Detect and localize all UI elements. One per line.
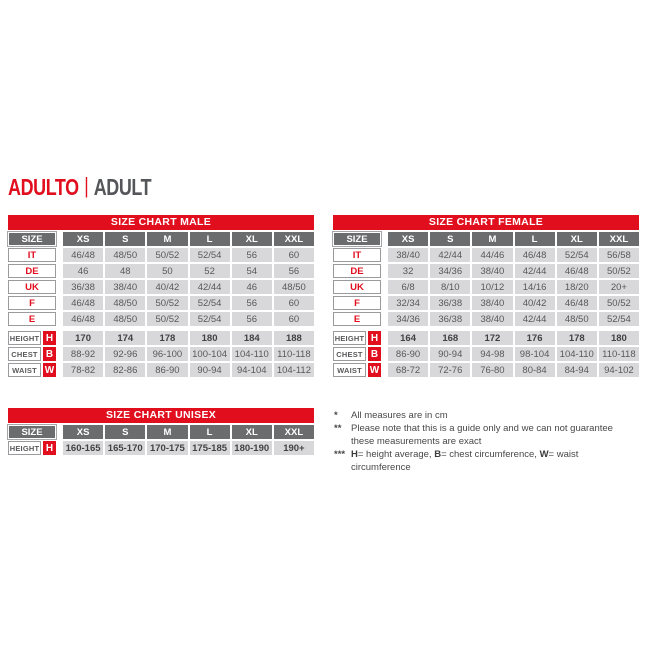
size-value: 50/52 [147,248,187,262]
measure-label: HEIGHT [8,331,41,345]
row-label: UK [333,280,381,294]
column-header: XL [557,232,597,246]
measure-value: 190+ [274,441,314,455]
row-label: E [8,312,56,326]
size-value: 42/44 [515,264,555,278]
size-rows [8,248,314,326]
size-value: 6/8 [388,280,428,294]
measure-value: 90-94 [430,347,470,361]
size-value: 34/36 [430,264,470,278]
column-gutter [58,331,61,345]
size-value: 44/46 [472,248,512,262]
measure-rows [333,331,639,377]
measure-value: 110-118 [274,347,314,361]
measure-label: WAIST [8,363,41,377]
size-value: 46/48 [557,296,597,310]
measure-value: 94-104 [232,363,272,377]
column-gutter [383,248,386,262]
measure-value: 164 [388,331,428,345]
table-row [333,280,639,294]
measure-value: 170 [63,331,103,345]
measure-letter-chip: H [43,331,56,345]
size-value: 36/38 [430,296,470,310]
footnote-text: Please note that this is a guide only and we can not guarantee these measurements are exact [351,423,613,447]
size-chart-male [8,215,314,377]
measure-value: 104-110 [232,347,272,361]
column-gutter [383,363,386,377]
table-row [8,296,314,310]
size-value: 54 [232,264,272,278]
column-header-row [333,232,639,246]
measure-value: 104-110 [557,347,597,361]
size-value: 10/12 [472,280,512,294]
size-value: 60 [274,296,314,310]
size-value: 36/38 [430,312,470,326]
legend-b-text: = chest circumference, [441,449,540,460]
title-separator: | [84,173,89,198]
size-value: 42/44 [190,280,230,294]
row-label: IT [333,248,381,262]
measure-value: 178 [557,331,597,345]
column-header: XXL [599,232,639,246]
measure-value: 178 [147,331,187,345]
row-label: E [333,312,381,326]
size-value: 56 [232,296,272,310]
table-row [8,441,314,455]
size-value: 38/40 [472,296,512,310]
measure-value: 104-112 [274,363,314,377]
size-value: 42/44 [430,248,470,262]
table-row [8,312,314,326]
measure-value: 180 [599,331,639,345]
measure-value: 94-102 [599,363,639,377]
measure-value: 168 [430,331,470,345]
size-rows [333,248,639,326]
table-row [8,363,314,377]
measure-value: 88-92 [63,347,103,361]
table-row [333,312,639,326]
size-value: 50/52 [599,296,639,310]
measure-value: 184 [232,331,272,345]
size-chart-female [333,215,639,377]
table-row [333,347,639,361]
size-value: 20+ [599,280,639,294]
table-title-unisex: SIZE CHART UNISEX [8,408,314,423]
size-value: 52/54 [190,312,230,326]
size-header-cell: SIZE [8,232,56,246]
column-header: S [430,232,470,246]
column-header: XXL [274,425,314,439]
column-header: L [190,232,230,246]
column-header: M [147,232,187,246]
column-gutter [383,280,386,294]
column-header: XL [232,232,272,246]
column-header-row [8,425,314,439]
column-header: L [190,425,230,439]
size-value: 8/10 [430,280,470,294]
measure-letter-chip: W [369,364,380,376]
size-value: 50/52 [147,296,187,310]
footnote-legend [334,448,637,474]
column-gutter [383,312,386,326]
measure-value: 76-80 [472,363,512,377]
column-header: XS [63,425,103,439]
measure-value: 90-94 [190,363,230,377]
row-label: F [8,296,56,310]
size-value: 46/48 [63,248,103,262]
measure-value: 110-118 [599,347,639,361]
measure-value: 180-190 [232,441,272,455]
measure-rows [8,331,314,377]
measure-value: 78-82 [63,363,103,377]
size-value: 38/40 [388,248,428,262]
footnote-text: All measures are in cm [351,410,448,421]
measure-letter-chip: B [43,347,56,361]
measure-value: 98-104 [515,347,555,361]
size-value: 46 [63,264,103,278]
row-label: DE [8,264,56,278]
footnotes [334,409,637,474]
size-value: 32/34 [388,296,428,310]
footnote-measures [334,409,637,422]
size-value: 46/48 [63,312,103,326]
measure-value: 174 [105,331,145,345]
measure-letter-chip: H [368,331,381,345]
table-title-male: SIZE CHART MALE [8,215,314,230]
size-value: 38/40 [472,264,512,278]
size-value: 56 [232,248,272,262]
size-value: 52/54 [599,312,639,326]
size-value: 46/48 [515,248,555,262]
measure-label: CHEST [333,347,366,361]
table-row [8,347,314,361]
size-value: 56 [232,312,272,326]
size-value: 36/38 [63,280,103,294]
size-value: 38/40 [105,280,145,294]
measure-value: 80-84 [515,363,555,377]
column-gutter [58,248,61,262]
legend-w-text: = waist circumference [351,449,579,473]
measure-label: HEIGHT [8,441,41,455]
size-value: 60 [274,248,314,262]
measure-value: 94-98 [472,347,512,361]
size-value: 48/50 [557,312,597,326]
size-value: 50 [147,264,187,278]
size-value: 38/40 [472,312,512,326]
measure-value: 165-170 [105,441,145,455]
table-row [8,331,314,345]
measure-value: 68-72 [388,363,428,377]
size-value: 46/48 [63,296,103,310]
legend-h-text: = height average, [357,449,435,460]
table-row [333,331,639,345]
measure-value: 92-96 [105,347,145,361]
column-gutter [383,331,386,345]
size-value: 14/16 [515,280,555,294]
row-label: F [333,296,381,310]
table-row [333,264,639,278]
size-value: 50/52 [147,312,187,326]
table-row [8,280,314,294]
size-value: 32 [388,264,428,278]
size-value: 40/42 [147,280,187,294]
footnote-marker: *** [334,449,346,460]
table-row [8,248,314,262]
measure-value: 72-76 [430,363,470,377]
footnote-text [351,448,637,474]
measure-value: 82-86 [105,363,145,377]
column-header: XS [388,232,428,246]
measure-value: 96-100 [147,347,187,361]
measure-value: 160-165 [63,441,103,455]
table-row [333,248,639,262]
column-gutter [383,296,386,310]
measure-value: 86-90 [147,363,187,377]
measure-label: CHEST [8,347,41,361]
column-header: M [147,425,187,439]
column-gutter [58,425,61,439]
column-gutter [58,232,61,246]
measure-value: 188 [274,331,314,345]
table-row [8,264,314,278]
measure-rows [8,441,314,455]
footnote-marker: ** [334,423,342,434]
page-title [8,175,151,199]
size-value: 42/44 [515,312,555,326]
footnote-marker: * [334,410,338,421]
size-value: 34/36 [388,312,428,326]
row-label: UK [8,280,56,294]
size-header-cell: SIZE [333,232,381,246]
measure-value: 172 [472,331,512,345]
legend-h: H [351,449,358,460]
legend-w: W [539,449,549,460]
size-value: 56/58 [599,248,639,262]
footnote-guide [334,422,637,448]
row-label: DE [333,264,381,278]
measure-value: 176 [515,331,555,345]
size-value: 52/54 [557,248,597,262]
size-value: 56 [274,264,314,278]
size-value: 52/54 [190,248,230,262]
title-adult: ADULT [93,173,152,200]
column-gutter [58,312,61,326]
measure-value: 86-90 [388,347,428,361]
column-header: L [515,232,555,246]
column-gutter [383,264,386,278]
size-chart-unisex [8,408,314,455]
size-value: 48/50 [105,296,145,310]
measure-label: WAIST [333,363,366,377]
column-gutter [383,347,386,361]
title-adulto: ADULTO [8,173,79,200]
size-header-cell: SIZE [8,425,56,439]
size-value: 52 [190,264,230,278]
measure-value: 100-104 [190,347,230,361]
size-value: 48 [105,264,145,278]
row-label: IT [8,248,56,262]
column-gutter [58,441,61,455]
size-value: 40/42 [515,296,555,310]
size-value: 48/50 [105,248,145,262]
size-value: 60 [274,312,314,326]
size-value: 50/52 [599,264,639,278]
column-gutter [58,296,61,310]
column-header: S [105,425,145,439]
size-value: 46/48 [557,264,597,278]
column-header: XS [63,232,103,246]
measure-letter-chip: H [43,441,56,455]
column-header: XL [232,425,272,439]
column-header: XXL [274,232,314,246]
column-gutter [383,232,386,246]
column-gutter [58,363,61,377]
column-gutter [58,347,61,361]
column-gutter [58,264,61,278]
table-row [333,363,639,377]
column-header: M [472,232,512,246]
table-row [333,296,639,310]
measure-value: 170-175 [147,441,187,455]
column-header-row [8,232,314,246]
measure-value: 175-185 [190,441,230,455]
measure-value: 180 [190,331,230,345]
measure-letter-chip: W [44,364,55,376]
size-value: 52/54 [190,296,230,310]
column-gutter [58,280,61,294]
measure-label: HEIGHT [333,331,366,345]
size-value: 48/50 [105,312,145,326]
column-header: S [105,232,145,246]
size-value: 18/20 [557,280,597,294]
measure-value: 84-94 [557,363,597,377]
legend-b: B [434,449,442,460]
size-value: 46 [232,280,272,294]
measure-letter-chip: B [368,347,381,361]
table-title-female: SIZE CHART FEMALE [333,215,639,230]
size-value: 48/50 [274,280,314,294]
